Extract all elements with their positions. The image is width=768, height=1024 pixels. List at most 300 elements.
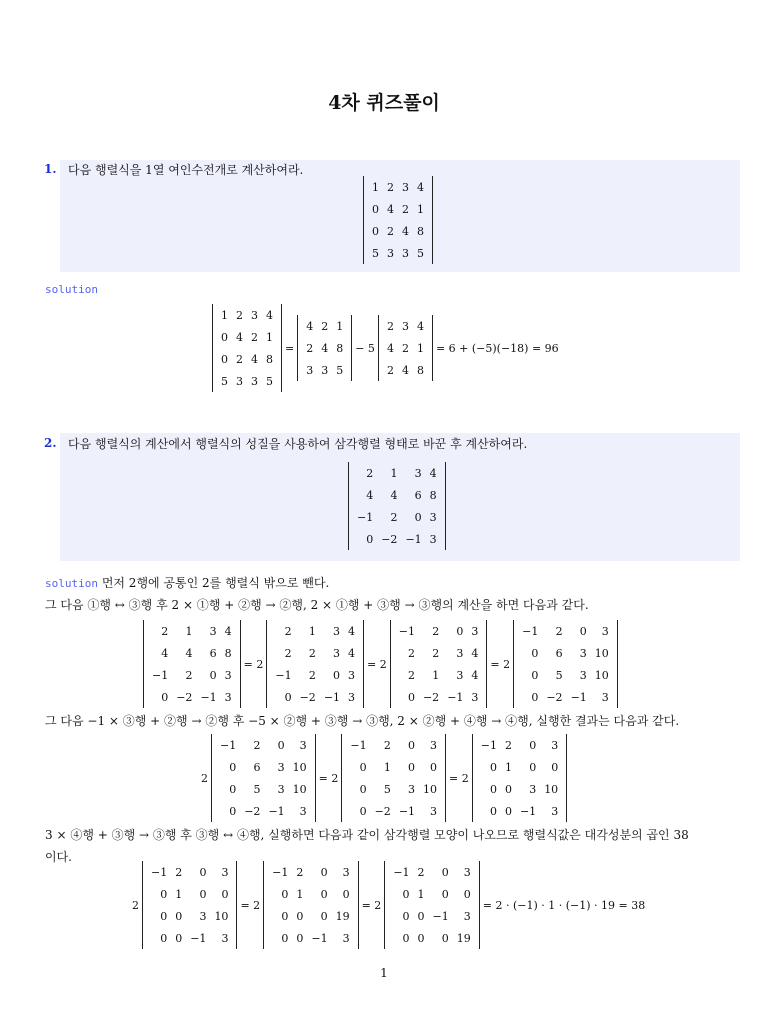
matrix-row bbox=[346, 756, 441, 778]
matrix-entry: 5 bbox=[417, 246, 424, 260]
matrix-entry: −1 bbox=[357, 510, 374, 524]
matrix-entry: 5 bbox=[383, 782, 391, 796]
solution-1-label: solution bbox=[45, 283, 98, 296]
matrix-row bbox=[217, 304, 277, 326]
matrix-entry: 0 bbox=[199, 887, 207, 901]
matrix-row bbox=[518, 642, 613, 664]
matrix-entry: 0 bbox=[489, 782, 497, 796]
matrix-entry: 3 bbox=[333, 624, 341, 638]
solution-2-line-1: 먼저 2행에 공통인 2를 행렬식 밖으로 뺀다. bbox=[101, 576, 330, 590]
matrix-entry: 1 bbox=[185, 624, 193, 638]
determinant bbox=[390, 620, 488, 708]
determinant bbox=[297, 315, 352, 381]
matrix-entry: 3 bbox=[429, 532, 437, 546]
determinant bbox=[378, 315, 433, 381]
matrix-entry: 3 bbox=[579, 646, 587, 660]
matrix-entry: 0 bbox=[281, 887, 289, 901]
matrix-row bbox=[395, 642, 483, 664]
matrix-entry: 3 bbox=[306, 363, 314, 377]
matrix-entry: 3 bbox=[299, 804, 307, 818]
matrix-entry: 2 bbox=[175, 865, 183, 879]
matrix-entry: 0 bbox=[489, 804, 497, 818]
matrix-entry: 0 bbox=[430, 760, 438, 774]
matrix-entry: 0 bbox=[199, 865, 207, 879]
matrix-entry: 0 bbox=[284, 690, 292, 704]
matrix-entry: −1 bbox=[220, 738, 237, 752]
matrix-row bbox=[353, 506, 441, 528]
matrix-entry: −1 bbox=[200, 690, 217, 704]
matrix-entry: 8 bbox=[417, 224, 424, 238]
matrix-row bbox=[395, 620, 483, 642]
matrix-entry: 0 bbox=[320, 887, 328, 901]
matrix-entry: 2 bbox=[236, 308, 243, 322]
matrix-entry: −2 bbox=[176, 690, 193, 704]
matrix-entry: 4 bbox=[251, 352, 258, 366]
matrix-entry: 0 bbox=[359, 782, 367, 796]
matrix-entry: 0 bbox=[281, 909, 289, 923]
solution-2-label: solution bbox=[45, 577, 98, 590]
matrix-row bbox=[217, 370, 277, 392]
matrix-entry: 2 bbox=[253, 738, 261, 752]
matrix-entry: 3 bbox=[401, 319, 409, 333]
matrix-entry: −1 bbox=[350, 738, 367, 752]
matrix-entry: 3 bbox=[348, 690, 356, 704]
matrix-entry: 1 bbox=[417, 887, 425, 901]
matrix-entry: −1 bbox=[151, 865, 168, 879]
matrix-entry: 8 bbox=[224, 646, 232, 660]
matrix-entry: 5 bbox=[253, 782, 261, 796]
matrix-entry: 10 bbox=[594, 646, 609, 660]
matrix-entry: 6 bbox=[253, 760, 261, 774]
matrix-entry: 2 bbox=[407, 668, 415, 682]
matrix-entry: 3 bbox=[579, 668, 587, 682]
matrix-entry: 4 bbox=[348, 646, 356, 660]
matrix-entry: 0 bbox=[529, 738, 537, 752]
matrix-row bbox=[518, 664, 613, 686]
matrix-entry: 3 bbox=[221, 931, 229, 945]
matrix-entry: 2 bbox=[432, 624, 440, 638]
matrix-row bbox=[477, 800, 562, 822]
matrix-row bbox=[368, 198, 428, 220]
determinant bbox=[263, 861, 358, 949]
matrix-entry: 0 bbox=[372, 224, 379, 238]
matrix-entry: 4 bbox=[471, 668, 479, 682]
solution-2-line-4: 3 × ④행 + ③행 → ③행 후 ③행 ↔ ④행, 실행하면 다음과 같이 삼각행렬 모양이 나오므로 행렬식값은 대각성분의 곱인 38 bbox=[45, 828, 689, 842]
matrix-entry: −2 bbox=[381, 532, 398, 546]
matrix-entry: 3 bbox=[342, 931, 350, 945]
determinant bbox=[472, 734, 567, 822]
determinant bbox=[211, 734, 316, 822]
matrix-entry: 2 bbox=[386, 319, 394, 333]
matrix-entry: 0 bbox=[504, 782, 512, 796]
matrix-entry: 1 bbox=[416, 341, 424, 355]
matrix-entry: 0 bbox=[402, 909, 410, 923]
matrix-row bbox=[518, 620, 613, 642]
matrix-entry: 2 bbox=[407, 646, 415, 660]
matrix-entry: 3 bbox=[402, 246, 409, 260]
matrix-entry: 19 bbox=[335, 909, 350, 923]
matrix-row bbox=[302, 359, 347, 381]
matrix-entry: 0 bbox=[441, 865, 449, 879]
matrix-entry: 3 bbox=[414, 466, 422, 480]
solution-1-equation bbox=[212, 304, 562, 392]
matrix-entry: 4 bbox=[348, 624, 356, 638]
matrix-entry: 0 bbox=[441, 887, 449, 901]
matrix-row bbox=[395, 686, 483, 708]
matrix-entry: 0 bbox=[221, 887, 229, 901]
matrix-entry: −1 bbox=[152, 668, 169, 682]
matrix-row bbox=[271, 642, 359, 664]
matrix-entry: −1 bbox=[570, 690, 587, 704]
matrix-entry: −1 bbox=[268, 804, 285, 818]
determinant bbox=[363, 176, 433, 264]
matrix-entry: 2 bbox=[308, 646, 316, 660]
matrix-entry: −1 bbox=[398, 624, 415, 638]
matrix-entry: 3 bbox=[471, 624, 479, 638]
matrix-row bbox=[395, 664, 483, 686]
matrix-entry: 3 bbox=[456, 668, 464, 682]
operator: = bbox=[285, 341, 295, 355]
matrix-row bbox=[147, 861, 232, 883]
matrix-entry: 0 bbox=[221, 352, 228, 366]
matrix-entry: 2 bbox=[321, 319, 329, 333]
matrix-entry: 5 bbox=[555, 668, 563, 682]
matrix-entry: 0 bbox=[489, 760, 497, 774]
matrix-entry: 1 bbox=[266, 330, 273, 344]
matrix-row bbox=[477, 778, 562, 800]
matrix-entry: 3 bbox=[408, 782, 416, 796]
operator: = 2 bbox=[490, 657, 511, 671]
question-2-number: 2. bbox=[44, 436, 57, 450]
operator: = 2 bbox=[318, 771, 339, 785]
determinant bbox=[212, 304, 282, 392]
matrix-entry: 3 bbox=[251, 308, 258, 322]
matrix-row bbox=[383, 337, 428, 359]
determinant bbox=[266, 620, 364, 708]
matrix-entry: 1 bbox=[372, 180, 379, 194]
matrix-row bbox=[389, 905, 474, 927]
matrix-entry: 2 bbox=[284, 646, 292, 660]
matrix-entry: 0 bbox=[161, 690, 169, 704]
matrix-row bbox=[383, 359, 428, 381]
matrix-entry: 0 bbox=[441, 931, 449, 945]
matrix-entry: 0 bbox=[359, 804, 367, 818]
operator: = 2 bbox=[449, 771, 469, 785]
matrix-entry: 4 bbox=[386, 341, 394, 355]
matrix-row bbox=[268, 927, 353, 949]
matrix-entry: 0 bbox=[333, 668, 341, 682]
matrix-entry: 19 bbox=[456, 931, 471, 945]
operator: − 5 bbox=[355, 341, 375, 355]
matrix-entry: 0 bbox=[531, 668, 539, 682]
matrix-row bbox=[148, 620, 236, 642]
matrix-row bbox=[346, 734, 441, 756]
matrix-entry: 3 bbox=[601, 624, 609, 638]
matrix-row bbox=[216, 734, 311, 756]
result-text: = 6 + (−5)(−18) = 96 bbox=[435, 341, 559, 355]
matrix-entry: −1 bbox=[323, 690, 341, 704]
matrix-entry: 0 bbox=[504, 804, 512, 818]
matrix-entry: 3 bbox=[463, 865, 471, 879]
matrix-entry: 0 bbox=[229, 782, 237, 796]
matrix-entry: 4 bbox=[161, 646, 169, 660]
matrix-entry: 2 bbox=[251, 330, 258, 344]
matrix-row bbox=[268, 861, 353, 883]
matrix-row bbox=[368, 220, 428, 242]
matrix-entry: 3 bbox=[463, 909, 471, 923]
matrix-entry: 0 bbox=[531, 690, 539, 704]
matrix-entry: 0 bbox=[342, 887, 350, 901]
determinant bbox=[341, 734, 446, 822]
matrix-row bbox=[368, 242, 428, 264]
matrix-entry: 0 bbox=[229, 760, 237, 774]
matrix-entry: 0 bbox=[529, 760, 537, 774]
matrix-row bbox=[147, 927, 232, 949]
matrix-entry: 2 bbox=[401, 341, 409, 355]
matrix-row bbox=[148, 664, 236, 686]
matrix-entry: 2 bbox=[308, 668, 316, 682]
matrix-row bbox=[216, 756, 311, 778]
matrix-entry: 3 bbox=[299, 738, 307, 752]
question-1-number: 1. bbox=[44, 162, 57, 176]
matrix-entry: −1 bbox=[398, 804, 416, 818]
matrix-row bbox=[383, 315, 428, 337]
matrix-entry: −1 bbox=[393, 865, 410, 879]
matrix-entry: 0 bbox=[456, 624, 464, 638]
matrix-entry: 4 bbox=[471, 646, 479, 660]
matrix-entry: 3 bbox=[333, 646, 341, 660]
matrix-entry: 4 bbox=[429, 466, 437, 480]
solution-2-row-c bbox=[129, 861, 648, 949]
matrix-row bbox=[147, 883, 232, 905]
matrix-entry: 3 bbox=[199, 909, 207, 923]
matrix-row bbox=[353, 462, 441, 484]
matrix-entry: 4 bbox=[224, 624, 232, 638]
solution-2-intro bbox=[45, 574, 329, 591]
matrix-entry: 5 bbox=[221, 374, 228, 388]
matrix-entry: 0 bbox=[531, 646, 539, 660]
matrix-entry: 10 bbox=[214, 909, 229, 923]
matrix-entry: 0 bbox=[366, 532, 374, 546]
matrix-entry: 0 bbox=[320, 865, 328, 879]
matrix-entry: 0 bbox=[175, 909, 183, 923]
matrix-row bbox=[217, 326, 277, 348]
matrix-entry: 1 bbox=[221, 308, 228, 322]
matrix-entry: 0 bbox=[229, 804, 237, 818]
solution-2-row-a bbox=[143, 620, 618, 708]
matrix-entry: 3 bbox=[601, 690, 609, 704]
matrix-entry: −1 bbox=[405, 532, 422, 546]
matrix-entry: 3 bbox=[224, 690, 232, 704]
matrix-entry: 2 bbox=[386, 363, 394, 377]
matrix-entry: 3 bbox=[551, 738, 559, 752]
solution-2-line-5: 이다. bbox=[45, 850, 72, 864]
matrix-entry: 1 bbox=[432, 668, 440, 682]
matrix-entry: 0 bbox=[221, 330, 228, 344]
matrix-entry: 0 bbox=[408, 738, 416, 752]
matrix-entry: 0 bbox=[359, 760, 367, 774]
determinant bbox=[143, 620, 241, 708]
matrix-entry: 2 bbox=[236, 352, 243, 366]
matrix-row bbox=[518, 686, 613, 708]
matrix-entry: 3 bbox=[529, 782, 537, 796]
matrix-entry: 0 bbox=[402, 887, 410, 901]
matrix-entry: 0 bbox=[320, 909, 328, 923]
matrix-entry: 3 bbox=[209, 624, 217, 638]
matrix-row bbox=[389, 927, 474, 949]
determinant bbox=[348, 462, 446, 550]
matrix-entry: 4 bbox=[306, 319, 314, 333]
matrix-entry: −2 bbox=[422, 690, 440, 704]
matrix-entry: 5 bbox=[336, 363, 344, 377]
matrix-entry: 4 bbox=[387, 202, 394, 216]
question-2-text: 다음 행렬식의 계산에서 행렬식의 성질을 사용하여 삼각행렬 형태로 바꾼 후 계산하여라. bbox=[68, 437, 528, 451]
matrix-entry: 2 bbox=[185, 668, 193, 682]
matrix-row bbox=[302, 337, 347, 359]
question-1-equation bbox=[363, 176, 433, 264]
matrix-entry: 4 bbox=[236, 330, 243, 344]
matrix-entry: 3 bbox=[430, 804, 438, 818]
matrix-entry: 1 bbox=[336, 319, 344, 333]
matrix-entry: 0 bbox=[296, 931, 304, 945]
matrix-entry: 3 bbox=[236, 374, 243, 388]
matrix-entry: −1 bbox=[272, 865, 289, 879]
matrix-entry: −1 bbox=[522, 624, 539, 638]
matrix-entry: 0 bbox=[417, 931, 425, 945]
matrix-entry: 2 bbox=[555, 624, 563, 638]
matrix-entry: 0 bbox=[372, 202, 379, 216]
matrix-row bbox=[216, 778, 311, 800]
matrix-entry: 3 bbox=[342, 865, 350, 879]
matrix-entry: 1 bbox=[390, 466, 398, 480]
matrix-entry: 6 bbox=[209, 646, 217, 660]
matrix-entry: 10 bbox=[423, 782, 438, 796]
matrix-entry: −2 bbox=[244, 804, 261, 818]
matrix-entry: 3 bbox=[387, 246, 394, 260]
matrix-entry: 3 bbox=[402, 180, 409, 194]
matrix-entry: 0 bbox=[281, 931, 289, 945]
determinant bbox=[513, 620, 618, 708]
matrix-entry: 2 bbox=[417, 865, 425, 879]
page-title: 4차 퀴즈풀이 bbox=[328, 92, 440, 114]
matrix-entry: 1 bbox=[296, 887, 304, 901]
matrix-entry: 1 bbox=[383, 760, 391, 774]
matrix-entry: 2 bbox=[402, 202, 409, 216]
matrix-row bbox=[346, 800, 441, 822]
matrix-entry: 2 bbox=[387, 180, 394, 194]
matrix-entry: −1 bbox=[190, 931, 207, 945]
matrix-row bbox=[368, 176, 428, 198]
matrix-entry: −1 bbox=[432, 909, 449, 923]
matrix-entry: 5 bbox=[266, 374, 273, 388]
matrix-entry: 3 bbox=[277, 760, 285, 774]
matrix-entry: 4 bbox=[417, 180, 424, 194]
matrix-entry: −1 bbox=[519, 804, 537, 818]
matrix-entry: 3 bbox=[430, 738, 438, 752]
matrix-entry: 4 bbox=[402, 224, 409, 238]
matrix-entry: 2 bbox=[432, 646, 440, 660]
matrix-entry: 2 bbox=[504, 738, 512, 752]
matrix-row bbox=[148, 686, 236, 708]
matrix-entry: 0 bbox=[296, 909, 304, 923]
operator: = 2 bbox=[361, 898, 382, 912]
matrix-entry: 3 bbox=[429, 510, 437, 524]
matrix-entry: 8 bbox=[336, 341, 344, 355]
coefficient: 2 bbox=[201, 771, 208, 785]
matrix-entry: 4 bbox=[266, 308, 273, 322]
matrix-entry: 0 bbox=[209, 668, 217, 682]
matrix-entry: 0 bbox=[414, 510, 422, 524]
matrix-entry: 0 bbox=[160, 931, 168, 945]
matrix-entry: 4 bbox=[390, 488, 398, 502]
solution-2-line-3: 그 다음 −1 × ③행 + ②행 → ②행 후 −5 × ②행 + ③행 → ③행, 2 × ②행 + ④행 → ④행, 실행한 결과는 다음과 같다. bbox=[45, 714, 680, 728]
matrix-entry: 5 bbox=[372, 246, 379, 260]
matrix-entry: 4 bbox=[185, 646, 193, 660]
matrix-entry: 2 bbox=[296, 865, 304, 879]
matrix-entry: 0 bbox=[175, 931, 183, 945]
matrix-entry: −2 bbox=[299, 690, 316, 704]
matrix-entry: 0 bbox=[407, 690, 415, 704]
matrix-entry: 0 bbox=[402, 931, 410, 945]
matrix-entry: −2 bbox=[374, 804, 391, 818]
matrix-entry: 2 bbox=[161, 624, 169, 638]
operator: = 2 bbox=[240, 898, 261, 912]
matrix-entry: 1 bbox=[504, 760, 512, 774]
matrix-entry: −1 bbox=[311, 931, 328, 945]
matrix-entry: 6 bbox=[414, 488, 422, 502]
matrix-entry: 0 bbox=[417, 909, 425, 923]
matrix-entry: 3 bbox=[221, 865, 229, 879]
matrix-row bbox=[353, 528, 441, 550]
page-number: 1 bbox=[380, 966, 388, 980]
matrix-entry: 10 bbox=[292, 782, 307, 796]
matrix-entry: 0 bbox=[277, 738, 285, 752]
matrix-entry: 3 bbox=[321, 363, 329, 377]
matrix-entry: 10 bbox=[292, 760, 307, 774]
matrix-row bbox=[346, 778, 441, 800]
matrix-entry: 2 bbox=[390, 510, 398, 524]
matrix-row bbox=[216, 800, 311, 822]
matrix-entry: 3 bbox=[551, 804, 559, 818]
matrix-row bbox=[148, 642, 236, 664]
matrix-entry: −1 bbox=[275, 668, 292, 682]
result-text: = 2 · (−1) · 1 · (−1) · 19 = 38 bbox=[482, 898, 646, 912]
matrix-entry: 10 bbox=[594, 668, 609, 682]
matrix-entry: 2 bbox=[366, 466, 374, 480]
solution-2-line-2: 그 다음 ①행 ↔ ③행 후 2 × ①행 + ②행 → ②행, 2 × ①행 + ③행 → ③행의 계산을 하면 다음과 같다. bbox=[45, 598, 589, 612]
matrix-entry: 0 bbox=[579, 624, 587, 638]
question-1-text: 다음 행렬식을 1열 여인수전개로 계산하여라. bbox=[68, 163, 304, 177]
matrix-row bbox=[477, 734, 562, 756]
matrix-entry: 1 bbox=[308, 624, 316, 638]
coefficient: 2 bbox=[132, 898, 139, 912]
matrix-entry: 3 bbox=[277, 782, 285, 796]
matrix-entry: 8 bbox=[266, 352, 273, 366]
matrix-entry: 6 bbox=[555, 646, 563, 660]
matrix-entry: 3 bbox=[348, 668, 356, 682]
matrix-entry: 2 bbox=[306, 341, 314, 355]
matrix-entry: 4 bbox=[401, 363, 409, 377]
matrix-entry: −1 bbox=[447, 690, 464, 704]
matrix-entry: 0 bbox=[408, 760, 416, 774]
matrix-entry: 4 bbox=[366, 488, 374, 502]
matrix-entry: 2 bbox=[383, 738, 391, 752]
matrix-row bbox=[302, 315, 347, 337]
matrix-entry: 0 bbox=[463, 887, 471, 901]
matrix-entry: 3 bbox=[224, 668, 232, 682]
matrix-entry: 0 bbox=[160, 909, 168, 923]
matrix-entry: 2 bbox=[284, 624, 292, 638]
